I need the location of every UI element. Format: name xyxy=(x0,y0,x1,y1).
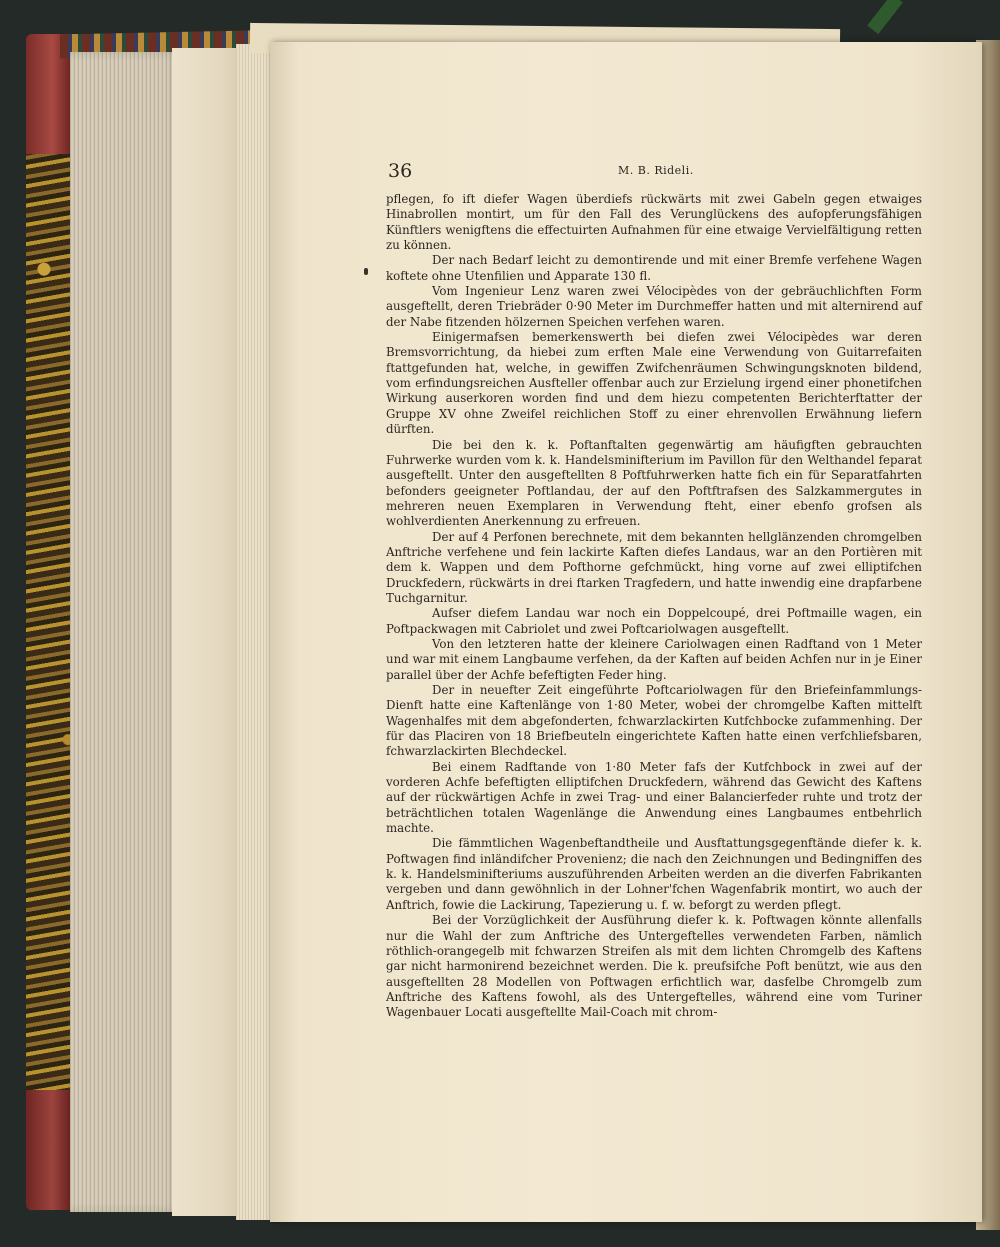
cover-corner-bottom xyxy=(26,1090,70,1210)
turned-leaf xyxy=(172,48,242,1216)
paragraph: Der nach Bedarf leicht zu demontirende und mit einer Bremfe verfehene Wagen koftete ohne Utenfilien und Apparate 130 fl. xyxy=(386,253,922,283)
paragraph: Die bei den k. k. Poftanftalten gegenwärtig am häufigften gebrauchten Fuhrwerke wurden vom k. k. Handelsminifterium im Pavillon für den Welthandel feparat ausgeftellt. Unter den ausgeftellten 8 Poftfuhrwerken hatte fich ein für Separatfahrten befonders geeigneter Poftlandau, der auf den Poftftrafsen des Salzkammergutes in mehreren neuen Exemplaren in Verwendung fteht, einer ebenfo grofsen als wohlverdienten Anerkennung zu erfreuen. xyxy=(386,437,922,529)
paragraph: Aufser diefem Landau war noch ein Doppelcoupé, drei Poftmaille wagen, ein Poftpackwagen mit Cabriolet und zwei Poftcariolwagen ausgeftellt. xyxy=(386,606,922,636)
body-text xyxy=(386,192,922,1021)
page-number: 36 xyxy=(388,160,413,182)
page-header xyxy=(388,160,928,184)
paragraph: Die fämmtlichen Wagenbeftandtheile und Ausftattungsgegenftände diefer k. k. Poftwagen find inländifcher Provenienz; die nach den Zeichnungen und Bedingniffen des k. k. Handelsminifteriums auszuführenden Arbeiten werden an die diverfen Fabrikanten vergeben und dann gewöhnlich in der Lohner'fchen Wagenfabrik montirt, wo auch der Anftrich, fowie die Lackirung, Tapezierung u. f. w. beforgt zu werden pflegt. xyxy=(386,836,922,912)
paragraph: Der in neuefter Zeit eingeführte Poftcariolwagen für den Briefeinfammlungs-Dienft hatte eine Kaftenlänge von 1·80 Meter, wobei der chromgelbe Kaften mittelft Wagenhalfes mit dem abgefonderten, fchwarzlackirten Kutfchbocke zufammenhing. Der für das Placiren von 18 Briefbeuteln eingerichtete Kaften hatte einen verfchliefsbaren, fchwarzlackirten Blechdeckel. xyxy=(386,683,922,759)
paragraph: Der auf 4 Perfonen berechnete, mit dem bekannten hellglänzenden chromgelben Anftriche verfehene und fein lackirte Kaften diefes Landaus, war an den Portièren mit dem k. Wappen und dem Pofthorne gefchmückt, hing vorne auf zwei elliptifchen Druckfedern, rückwärts in drei ftarken Tragfedern, und hatte inwendig eine drapfarbene Tuchgarnitur. xyxy=(386,529,922,605)
page-edges xyxy=(70,52,180,1212)
paragraph: Vom Ingenieur Lenz waren zwei Vélocipèdes von der gebräuchlichften Form ausgeftellt, deren Triebräder 0·90 Meter im Durchmeffer hatten und mit alternirend auf der Nabe fitzenden hölzernen Speichen verfehen waren. xyxy=(386,284,922,329)
paragraph: Bei einem Radftande von 1·80 Meter fafs der Kutfchbock in zwei auf der vorderen Achfe befeftigten elliptifchen Druckfedern, während das Gewicht des Kaftens auf der rückwärtigen Achfe in zwei Trag- und einer Balancierfeder ruhte und trotz der beträchtlichen totalen Wagenlänge die Anwendung eines Langbaumes entbehrlich machte. xyxy=(386,759,922,836)
paragraph: Einigermafsen bemerkenswerth bei diefen zwei Vélocipèdes war deren Bremsvorrichtung, da hiebei zum erften Male eine Verwendung von Guitarrefaiten ftattgefunden hat, welche, in gewiffen Zwifchenräumen Schwingungsknoten bildend, vom erfindungsreichen Ausfteller offenbar auch zur Erzielung irgend einer phonetifchen Wirkung auserkoren worden find und dem hiezu competenten Berichterftatter der Gruppe XV ohne Zweifel reichlichen Stoff zu einer ehrenvollen Erwähnung liefern dürften. xyxy=(386,330,922,437)
pencil-mark xyxy=(364,268,368,275)
paragraph: Von den letzteren hatte der kleinere Cariolwagen einen Radftand von 1 Meter und war mit einem Langbaume verfehen, da der Kaften auf beiden Achfen nur in je Einer parallel über der Achfe befeftigten Feder hing. xyxy=(386,636,922,682)
paragraph: pflegen, fo ift diefer Wagen überdiefs rückwärts mit zwei Gabeln gegen etwaiges Hinabrollen montirt, um für den Fall des Verunglückens des aufopferungsfähigen Künftlers wenigftens die effectuirten Aufnahmen für eine etwaige Vervielfältigung retten zu können. xyxy=(386,192,922,253)
bookmark-ribbon xyxy=(867,0,903,34)
running-head: M. B. Rideli. xyxy=(618,164,694,177)
paragraph: Bei der Vorzüglichkeit der Ausführung diefer k. k. Poftwagen könnte allenfalls nur die Wahl der zum Anftriche des Untergeftelles verwendeten Farben, nämlich röthlich-orangegelb mit fchwarzen Streifen als mit dem lichten Chromgelb des Kaftens gar nicht harmonirend bezeichnet werden. Die k. preufsifche Poft benützt, wie aus den ausgeftellten 28 Modellen von Poftwagen erfichtlich war, dasfelbe Chromgelb zum Anftriche des Kaftens fowohl, als des Untergeftelles, während eine vom Turiner Wagenbauer Locati ausgeftellte Mail-Coach mit chrom- xyxy=(386,913,922,1020)
